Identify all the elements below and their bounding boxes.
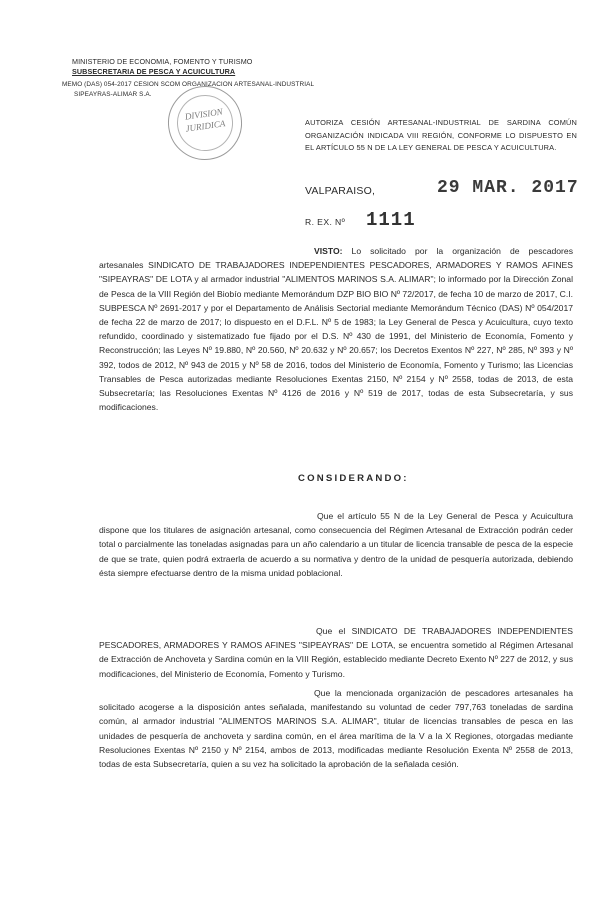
resolution-number: 1111: [366, 209, 416, 231]
memo-reference-line2: SIPEAYRAS-ALIMAR S.A.: [74, 91, 152, 98]
considerando-paragraph-1: Que el artículo 55 N de la Ley General de Pesca y Acuicultura dispone que los titulares de asignación artesanal, como consecuencia del Régimen Artesanal de Extracción podrán ceder total o parcialmente las toneladas asignadas para un año calendario a un titular de licencia transable de pesca de la especie de que se trate, quien podrá extraerla de acuerdo a su normativa y dentro de la unidad de pesquería autorizada, debiendo ésta siempre efectuarse dentro de la misma unidad poblacional.: [99, 511, 573, 578]
considerando-paragraph-3: Que la mencionada organización de pescadores artesanales ha solicitado acogerse a la disposición antes señalada, manifestando su voluntad de ceder 797,763 toneladas de sardina común, al armador industrial "ALIMENTOS MARINOS S.A. ALIMAR", titular de licencias transables de pesca en las unidades de pesquería de anchoveta y sardina común, en el área marítima de la V a la X Regiones, otorgadas mediante Resoluciones Exentas Nº 2150 y Nº 2154, ambos de 2013, modificadas mediante Resolución Exenta Nº 2558 de 2013, todas de esta Subsecretaría, quien a su vez ha solicitado la aprobación de la señalada cesión.: [99, 688, 573, 770]
memo-reference-line1: MEMO (DAS) 054-2017 CESION SCOM ORGANIZACION ARTESANAL-INDUSTRIAL: [62, 81, 315, 88]
stamp-text-division: DIVISION: [184, 106, 224, 122]
considerando-paragraph-2: Que el SINDICATO DE TRABAJADORES INDEPENDIENTES PESCADORES, ARMADORES Y RAMOS AFINES "SIPEAYRAS" DE LOTA, se encuentra sometido al Régimen Artesanal de Extracción de Anchoveta y Sardina común en la VIII Región, establecido mediante Decreto Exento Nº 227 de 2012, y sus modificaciones, del Ministerio de Economía, Fomento y Turismo.: [99, 626, 573, 679]
juridica-stamp: [163, 81, 247, 165]
date-stamp: 29 MAR. 2017: [437, 178, 579, 198]
visto-keyword: VISTO:: [314, 246, 343, 256]
resolution-subject: AUTORIZA CESIÓN ARTESANAL-INDUSTRIAL DE SARDINA COMÚN ORGANIZACIÓN INDICADA VIII REGIÓN, CONFORME LO DISPUESTO EN EL ARTÍCULO 55 N DE LA LEY GENERAL DE PESCA Y ACUICULTURA.: [305, 118, 577, 153]
visto-text: Lo solicitado por la organización de pescadores artesanales SINDICATO DE TRABAJADORES INDEPENDIENTES PESCADORES, ARMADORES Y RAMOS AFINES "SIPEAYRAS" DE LOTA y al armador industrial "ALIMENTOS MARINOS S.A. ALIMAR"; lo informado por la Dirección Zonal de Pesca de la VIII Región del Biobío mediante Memorándum DZP BIO BIO Nº 72/2017, de fecha 10 de marzo de 2017, C.I. SUBPESCA Nº 2691-2017 y por el Departamento de Análisis Sectorial mediante Memorándum Técnico (DAS) Nº 054/2017 de fecha 22 de marzo de 2017; lo dispuesto en el D.F.L. Nº 5 de 1983; la Ley General de Pesca y Acuicultura, cuyo texto refundido, coordinado y sistematizado fue fijado por el D.S. Nº 430 de 1991, del Ministerio de Economía, Fomento y Reconstrucción; las Leyes Nº 19.880, Nº 20.560, Nº 20.632 y Nº 20.657; los Decretos Exentos Nº 227, Nº 285, Nº 393 y Nº 392, todos de 2012, Nº 943 de 2015 y Nº 58 de 2016, todos del Ministerio de Economía, Fomento y Turismo; las Licencias Transables de Pesca autorizadas mediante Resoluciones Exentas 2150, Nº 2154 y Nº 2558, todas de 2013, de esta Subsecretaría; las Resoluciones Exentas Nº 4126 de 2016 y Nº 519 de 2017, todas de esta Subsecretaría, y sus modificaciones.: [99, 246, 573, 413]
place-label: VALPARAISO,: [305, 185, 376, 197]
stamp-text-juridica: JURIDICA: [184, 118, 226, 134]
ministry-name: MINISTERIO DE ECONOMIA, FOMENTO Y TURISMO: [72, 57, 253, 66]
resolution-label: R. EX. Nº: [305, 217, 346, 227]
considerando-heading: CONSIDERANDO:: [298, 473, 409, 484]
visto-paragraph: [99, 244, 573, 414]
subsecretaria-name: SUBSECRETARIA DE PESCA Y ACUICULTURA: [72, 67, 236, 76]
